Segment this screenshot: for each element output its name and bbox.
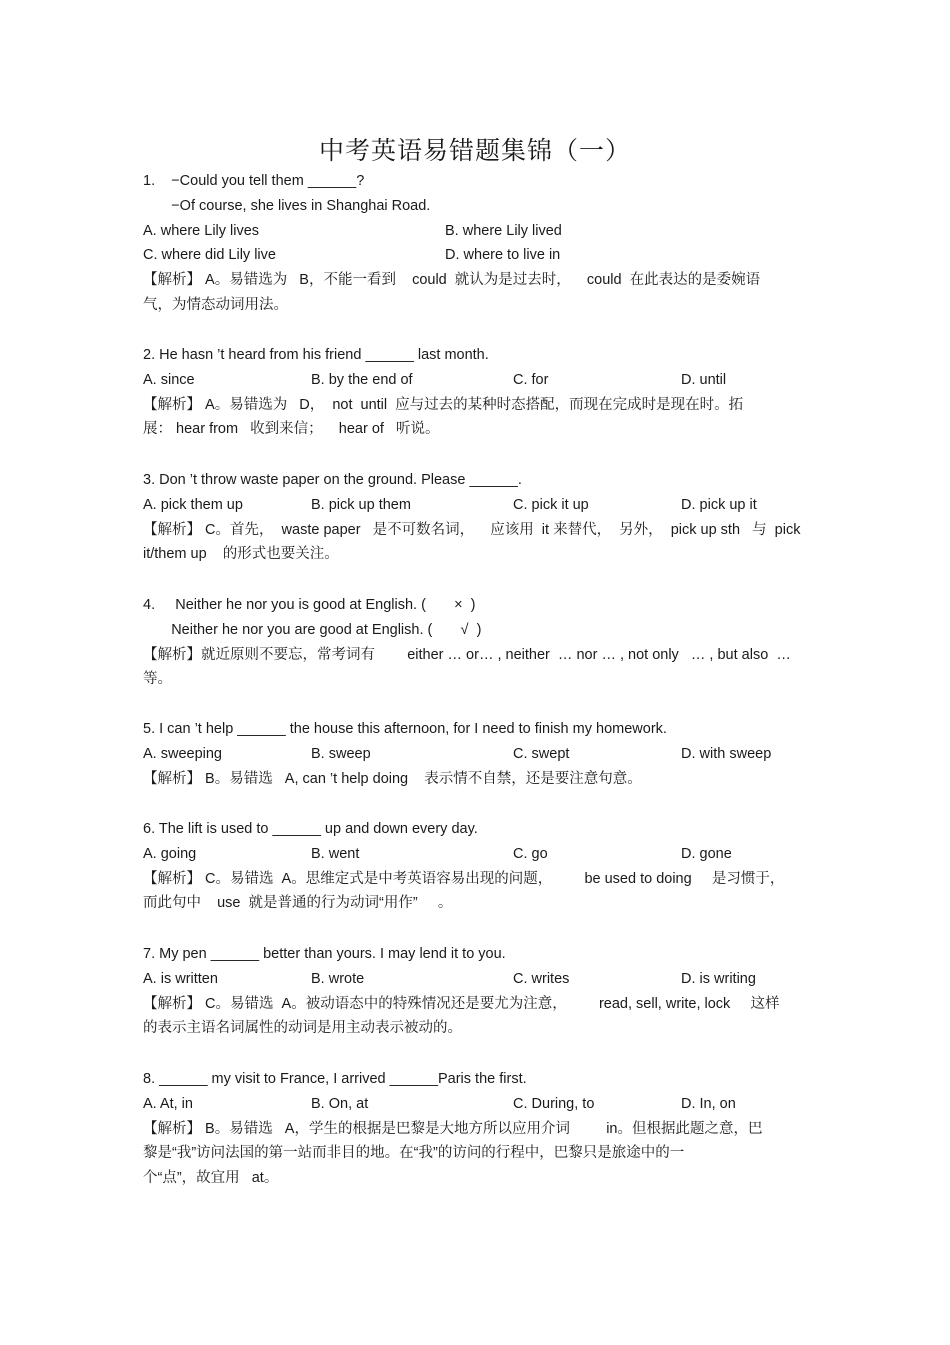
answer-option: B. wrote [311, 970, 365, 987]
answer-option: C. writes [513, 970, 570, 987]
question-stem: 7. My pen ______ better than yours. I may lend it to you. [143, 946, 506, 962]
answer-option: A. At, in [143, 1095, 193, 1112]
answer-option: B. by the end of [311, 371, 413, 388]
answer-option: B. where Lily lived [445, 222, 562, 239]
answer-option: B. went [311, 845, 360, 862]
explanation-text: 黎是“我”访问法国的第一站而非目的地。在“我”的访问的行程中，巴黎只是旅途中的一 [143, 1145, 685, 1162]
answer-option: D. until [681, 371, 727, 388]
answer-option: C. During, to [513, 1095, 595, 1112]
explanation-text: 【解析】 C。易错选 A。思维定式是中考英语容易出现的问题， be used to doing 是习惯于， [143, 870, 785, 887]
answer-option: C. swept [513, 745, 570, 762]
question-stem: 1. −Could you tell them ______? [143, 173, 365, 189]
answer-option: C. go [513, 845, 548, 862]
explanation-text: 等。 [143, 671, 172, 688]
question-stem: 6. The lift is used to ______ up and down every day. [143, 821, 478, 837]
answer-option: A. pick them up [143, 496, 243, 513]
explanation-text: it/them up 的形式也要关注。 [143, 546, 339, 563]
answer-option: D. is writing [681, 970, 756, 987]
answer-option: D. with sweep [681, 745, 772, 762]
answer-option: A. sweeping [143, 745, 222, 762]
explanation-text: 【解析】 C。首先， waste paper 是不可数名词， 应该用 it 来替代， 另外， pick up sth 与 pick [143, 521, 801, 538]
question-stem: 4. Neither he nor you is good at English. ( × ) [143, 597, 476, 613]
answer-option: B. sweep [311, 745, 371, 762]
explanation-text: 气，为情态动词用法。 [143, 297, 288, 313]
explanation-text: 个“点”，故宜用 at。 [143, 1170, 279, 1187]
explanation-text: 【解析】就近原则不要忘，常考词有 either … or… , neither … nor … , not only … , but also … [143, 646, 791, 663]
explanation-text: 的表示主语名词属性的动词是用主动表示被动的。 [143, 1020, 462, 1037]
explanation-text: 【解析】 A。易错选为 B，不能一看到 could 就认为是过去时， could 在此表达的是委婉语 [143, 272, 761, 289]
question-stem: 5. I can ’t help ______ the house this afternoon, for I need to finish my homework. [143, 721, 667, 737]
question-stem: 2. He hasn ’t heard from his friend ______ last month. [143, 347, 489, 363]
answer-option: A. since [143, 371, 195, 388]
page-title: 中考英语易错题集锦（一） [318, 136, 631, 165]
answer-option: C. where did Lily live [143, 247, 276, 264]
question-stem: 3. Don ’t throw waste paper on the ground. Please ______. [143, 472, 522, 488]
explanation-text: 【解析】 B。易错选 A, can ’t help doing 表示情不自禁，还是要注意句意。 [143, 770, 642, 787]
explanation-text: 【解析】 A。易错选为 D， not until 应与过去的某种时态搭配，而现在完成时是现在时。拓 [143, 396, 744, 413]
explanation-text: 【解析】 C。易错选 A。被动语态中的特殊情况还是要尤为注意， read, sell, write, lock 这样 [143, 995, 780, 1012]
answer-option: C. pick it up [513, 496, 589, 513]
explanation-text: 而此句中 use 就是普通的行为动词“用作” 。 [143, 895, 453, 912]
answer-option: D. gone [681, 845, 732, 862]
explanation-text: 展： hear from 收到来信； hear of 听说。 [143, 421, 440, 438]
answer-option: D. pick up it [681, 496, 757, 513]
answer-option: A. where Lily lives [143, 222, 260, 239]
answer-option: B. On, at [311, 1095, 369, 1112]
answer-option: D. where to live in [445, 247, 561, 264]
answer-option: A. is written [143, 970, 218, 987]
answer-option: B. pick up them [311, 496, 411, 513]
question-stem: −Of course, she lives in Shanghai Road. [143, 197, 431, 214]
question-stem: Neither he nor you are good at English. ( √ ) [143, 621, 482, 638]
answer-option: D. In, on [681, 1095, 736, 1112]
question-stem: 8. ______ my visit to France, I arrived ______Paris the first. [143, 1071, 527, 1087]
answer-option: C. for [513, 371, 549, 388]
answer-option: A. going [143, 845, 197, 862]
explanation-text: 【解析】 B。易错选 A，学生的根据是巴黎是大地方所以应用介词 in。但根据此题之意，巴 [143, 1120, 763, 1137]
